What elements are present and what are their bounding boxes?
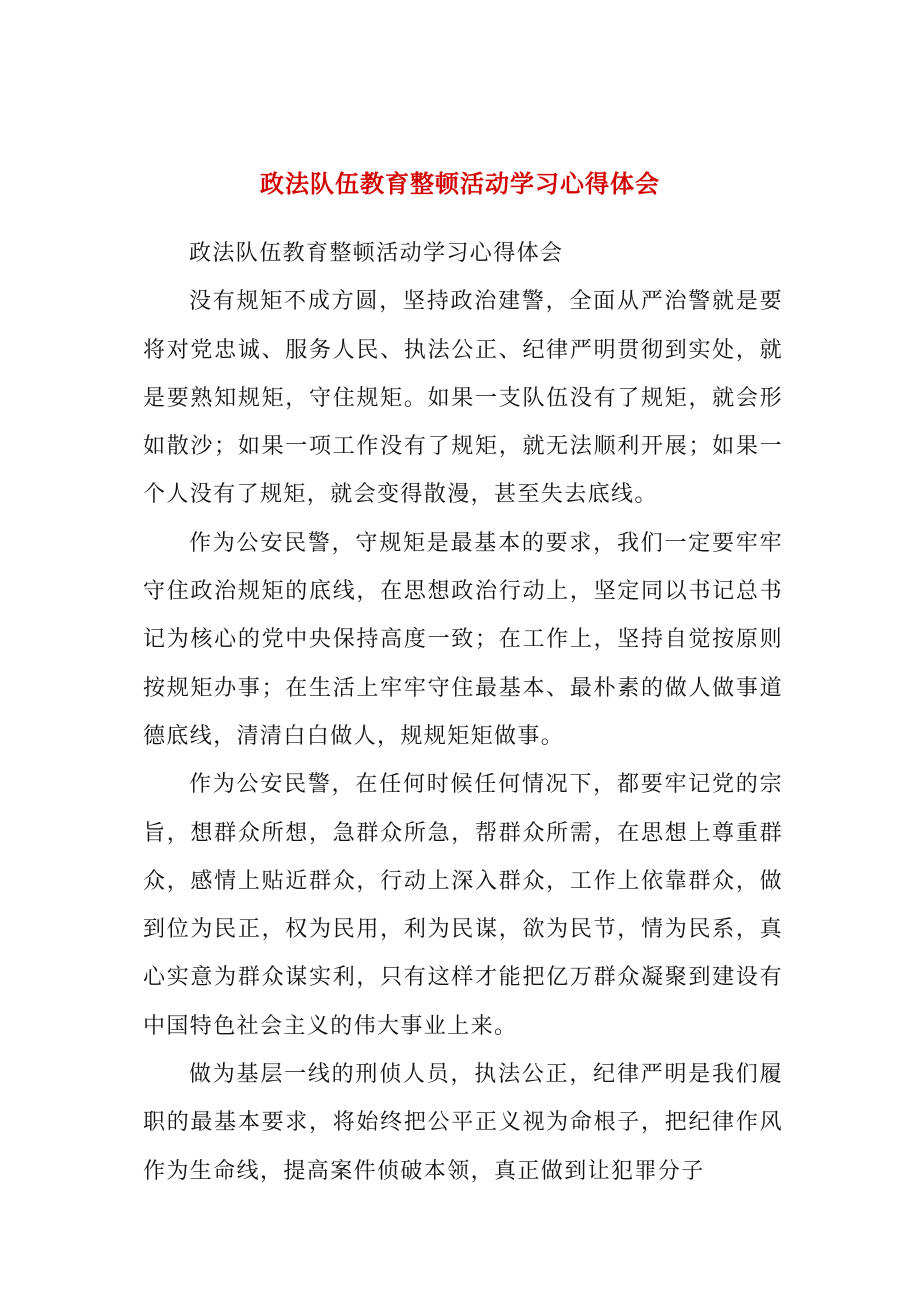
document-title: 政法队伍教育整顿活动学习心得体会: [260, 169, 660, 198]
paragraph-serve-people: 作为公安民警，在任何时候任何情况下，都要牢记党的宗旨，想群众所想，急群众所急，帮群众所需，在思想上尊重群众，感情上贴近群众，行动上深入群众，工作上依靠群众，做到位为民正，权为民用，利为民谋，欲为民节，情为民系，真心实意为群众谋实利，只有这样才能把亿万群众凝聚到建设有中国特色社会主义的伟大事业上来。: [143, 772, 783, 1039]
paragraph-rules: 没有规矩不成方圆，坚持政治建警，全面从严治警就是要将对党忠诚、服务人民、执法公正、纪律严明贯彻到实处，就是要熟知规矩，守住规矩。如果一支队伍没有了规矩，就会形如散沙；如果一项工作没有了规矩，就无法顺利开展；如果一个人没有了规矩，就会变得散漫，甚至失去底线。: [143, 289, 783, 508]
paragraph-subtitle: 政法队伍教育整顿活动学习心得体会: [189, 241, 564, 266]
document-body: [143, 230, 783, 1196]
paragraph-criminal-investigation: 做为基层一线的刑侦人员，执法公正，纪律严明是我们履职的最基本要求，将始终把公平正义视为命根子，把纪律作风作为生命线，提高案件侦破本领，真正做到让犯罪分子: [143, 1062, 783, 1184]
paragraph-political-rules: 作为公安民警，守规矩是最基本的要求，我们一定要牢牢守住政治规矩的底线，在思想政治行动上，坚定同以书记总书记为核心的党中央保持高度一致；在工作上，坚持自觉按原则按规矩办事；在生活上牢牢守住最基本、最朴素的做人做事道德底线，清清白白做人，规规矩矩做事。: [143, 530, 783, 749]
